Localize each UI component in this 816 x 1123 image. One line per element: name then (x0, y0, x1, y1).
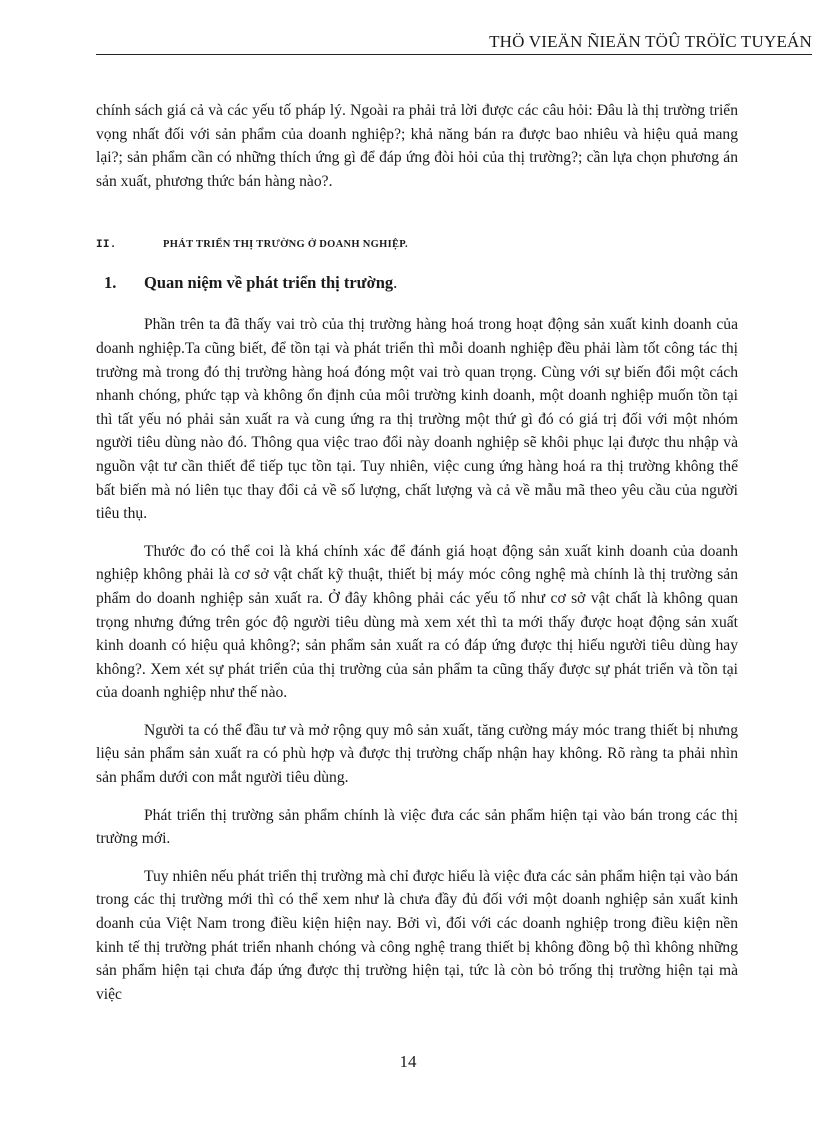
page-content (96, 99, 738, 1006)
body-paragraph-5: Tuy nhiên nếu phát triển thị trường mà chỉ được hiểu là việc đưa các sản phẩm hiện tại vào bán trong các thị trường mới thì có thể xem như là chưa đầy đủ đối với một doanh nghiệp sản xuất kinh doanh của Việt Nam trong điều kiện hiện nay. Bởi vì, đối với các doanh nghiệp trong điều kiện nền kinh tế thị trường phát triển nhanh chóng và công nghệ trang thiết bị không đồng bộ thì không những sản phẩm hiện tại chưa đáp ứng được thị trường hiện tại, tức là còn bỏ trống thị trường hiện tại mà việc (96, 867, 738, 1003)
page-header (96, 30, 812, 55)
body-paragraph-3: Người ta có thể đầu tư và mở rộng quy mô sản xuất, tăng cường máy móc trang thiết bị nhưng liệu sản phẩm sản xuất ra có phù hợp và được thị trường chấp nhận hay không. Rõ ràng ta phải nhìn sản phẩm dưới con mắt người tiêu dùng. (96, 721, 738, 787)
subsection-title: Quan niệm về phát triển thị trường (144, 273, 394, 293)
spacer (96, 705, 738, 719)
subsection-number: 1. (104, 273, 117, 293)
section-title: PHÁT TRIỂN THỊ TRƯỜNG Ở DOANH NGHIỆP. (163, 239, 408, 251)
body-paragraph-2: Thước đo có thể coi là khá chính xác để đánh giá hoạt động sản xuất kinh doanh của doanh nghiệp không phải là cơ sở vật chất kỹ thuật, thiết bị máy móc công nghệ mà chính là thị trường sản phẩm do doanh nghiệp sản xuất ra. Ở đây không phải các yếu tố như cơ sở vật chất là không quan trọng nhưng đứng trên góc độ người tiêu dùng mà xem xét thì ta mới thấy được hoạt động sản xuất kinh doanh có hiệu quả không?; sản phẩm sản xuất ra có đáp ứng được thị hiếu người tiêu dùng hay không?. Xem xét sự phát triển của thị trường của sản phẩm ta cũng thấy được sự phát triển và tồn tại của doanh nghiệp như thế nào. (96, 542, 738, 702)
body-paragraph-1: Phần trên ta đã thấy vai trò của thị trường hàng hoá trong hoạt động sản xuất kinh doanh của doanh nghiệp.Ta cũng biết, để tồn tại và phát triển thì mỗi doanh nghiệp đều phải làm tốt công tác thị trường mà trong đó thị trường hàng hoá đóng một vai trò quan trọng. Cùng với sự biến đổi một cách nhanh chóng, phức tạp và không ổn định của môi trường kinh doanh, một doanh nghiệp muốn tồn tại thì tất yếu nó phải sản xuất ra và cung ứng ra thị trường một thứ gì đó có giá trị đối với một nhóm người tiêu dùng nào đó. Thông qua việc trao đổi này doanh nghiệp sẽ khôi phục lại được thu nhập và nguồn vật tư cần thiết để tiếp tục tồn tại. Tuy nhiên, việc cung ứng hàng hoá ra thị trường không thể bất biến mà nó liên tục thay đổi cả về số lượng, chất lượng và cả về mẫu mã theo yêu cầu của người tiêu thụ. (96, 316, 738, 523)
spacer (96, 526, 738, 540)
spacer (96, 790, 738, 804)
intro-paragraph: chính sách giá cả và các yếu tố pháp lý. Ngoài ra phải trả lời được các câu hỏi: Đâu là thị trường triển vọng nhất đối với sản phẩm của doanh nghiệp?; khả năng bán ra được bao nhiêu và hiệu quả mang lại?; sản phẩm cần có những thích ứng gì để đáp ứng đòi hỏi của thị trường?; cần lựa chọn phương án sản xuất, phương thức bán hàng nào?. (96, 102, 738, 190)
section-number: II. (96, 239, 117, 252)
subsection-suffix: . (393, 273, 398, 293)
page-number: 14 (399, 1052, 417, 1071)
spacer (96, 851, 738, 865)
section-heading (96, 239, 738, 259)
body-paragraph-4: Phát triển thị trường sản phẩm chính là việc đưa các sản phẩm hiện tại vào bán trong các thị trường mới. (96, 806, 738, 848)
subsection-heading (96, 273, 738, 299)
spacer (96, 299, 738, 313)
header-title: THÖ VIEÄN ÑIEÄN TÖÛ TRÖÏC TUYEÁN (489, 32, 812, 51)
